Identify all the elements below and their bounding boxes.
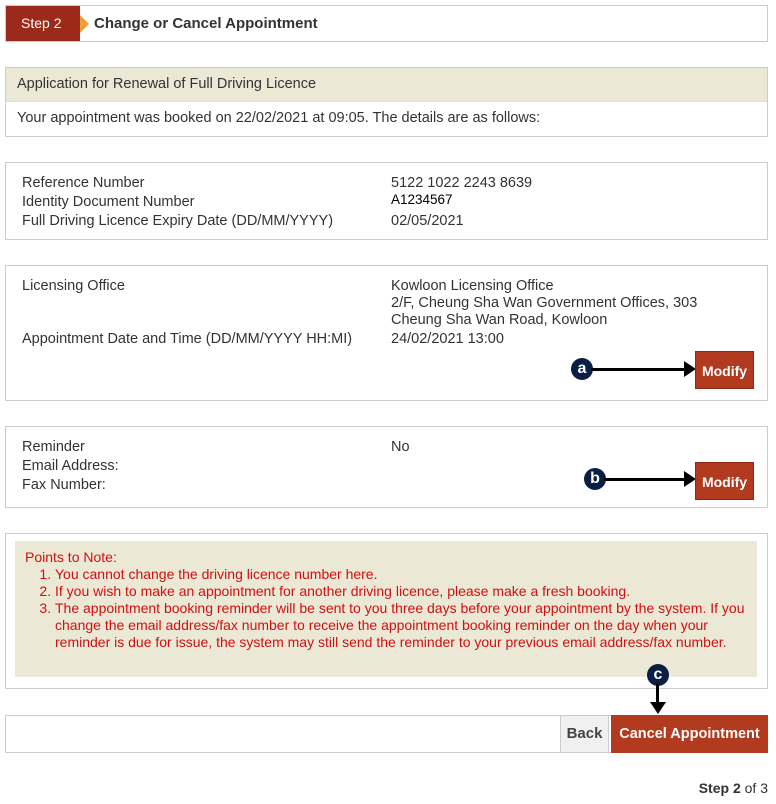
cancel-appointment-button[interactable]: Cancel Appointment [611,715,768,753]
arrow-down-icon [650,702,666,714]
annotation-arrow-line [656,684,659,704]
step-counter-prefix: Step [698,780,733,796]
id-document-value: A1234567 [391,192,453,207]
list-item: 1. You cannot change the driving licence number here. [55,566,747,583]
id-document-label: Identity Document Number [22,194,195,210]
annotation-marker-c: c [647,664,669,686]
notes-title: Points to Note: [25,549,117,565]
step-header [5,5,768,42]
fax-number-label: Fax Number: [22,477,106,493]
reference-number-value: 5122 1022 2243 8639 [391,175,533,191]
email-address-label: Email Address: [22,458,119,474]
step-counter-total: of 3 [740,780,768,796]
licensing-office-address-line1: 2/F, Cheung Sha Wan Government Offices, 303 [391,295,698,311]
step-counter [699,780,768,796]
list-item: 3. The appointment booking reminder will be sent to you three days before your appointment by the system. If you change the email address/fax number to receive the appointment booking reminder on the day when your reminder is due for issue, the system may still send the reminder to your previous email address/fax number. [55,600,747,651]
modify-reminder-button[interactable]: Modify [695,462,754,500]
reference-number-label: Reference Number [22,175,145,191]
step-counter-current: 2 [732,780,741,796]
annotation-arrow-line [604,478,686,481]
appointment-datetime-value: 24/02/2021 13:00 [391,331,504,347]
reminder-label: Reminder [22,439,85,455]
points-to-note [15,541,757,677]
application-title: Application for Renewal of Full Driving Licence [6,68,767,102]
notes-list [25,566,747,651]
step-indicator: Step 2 [6,6,80,41]
application-section [5,67,768,137]
appointment-datetime-label: Appointment Date and Time (DD/MM/YYYY HH:MI) [22,331,353,347]
reminder-value: No [391,439,410,455]
appointment-section [5,265,768,401]
licensing-office-label: Licensing Office [22,278,125,294]
back-button[interactable]: Back [560,715,609,753]
details-section [5,162,768,240]
page-title: Change or Cancel Appointment [94,15,318,32]
list-item: 2. If you wish to make an appointment for another driving licence, please make a fresh booking. [55,583,747,600]
reminder-section [5,426,768,508]
licensing-office-name: Kowloon Licensing Office [391,278,554,294]
booking-info-text: Your appointment was booked on 22/02/2021 at 09:05. The details are as follows: [17,110,541,126]
licensing-office-address-line2: Cheung Sha Wan Road, Kowloon [391,312,608,328]
annotation-marker-b: b [584,468,606,490]
expiry-date-label: Full Driving Licence Expiry Date (DD/MM/YYYY) [22,213,334,229]
modify-appointment-button[interactable]: Modify [695,351,754,389]
step-arrow-icon [80,15,89,33]
expiry-date-value: 02/05/2021 [391,213,464,229]
annotation-arrow-line [591,368,686,371]
annotation-marker-a: a [571,358,593,380]
